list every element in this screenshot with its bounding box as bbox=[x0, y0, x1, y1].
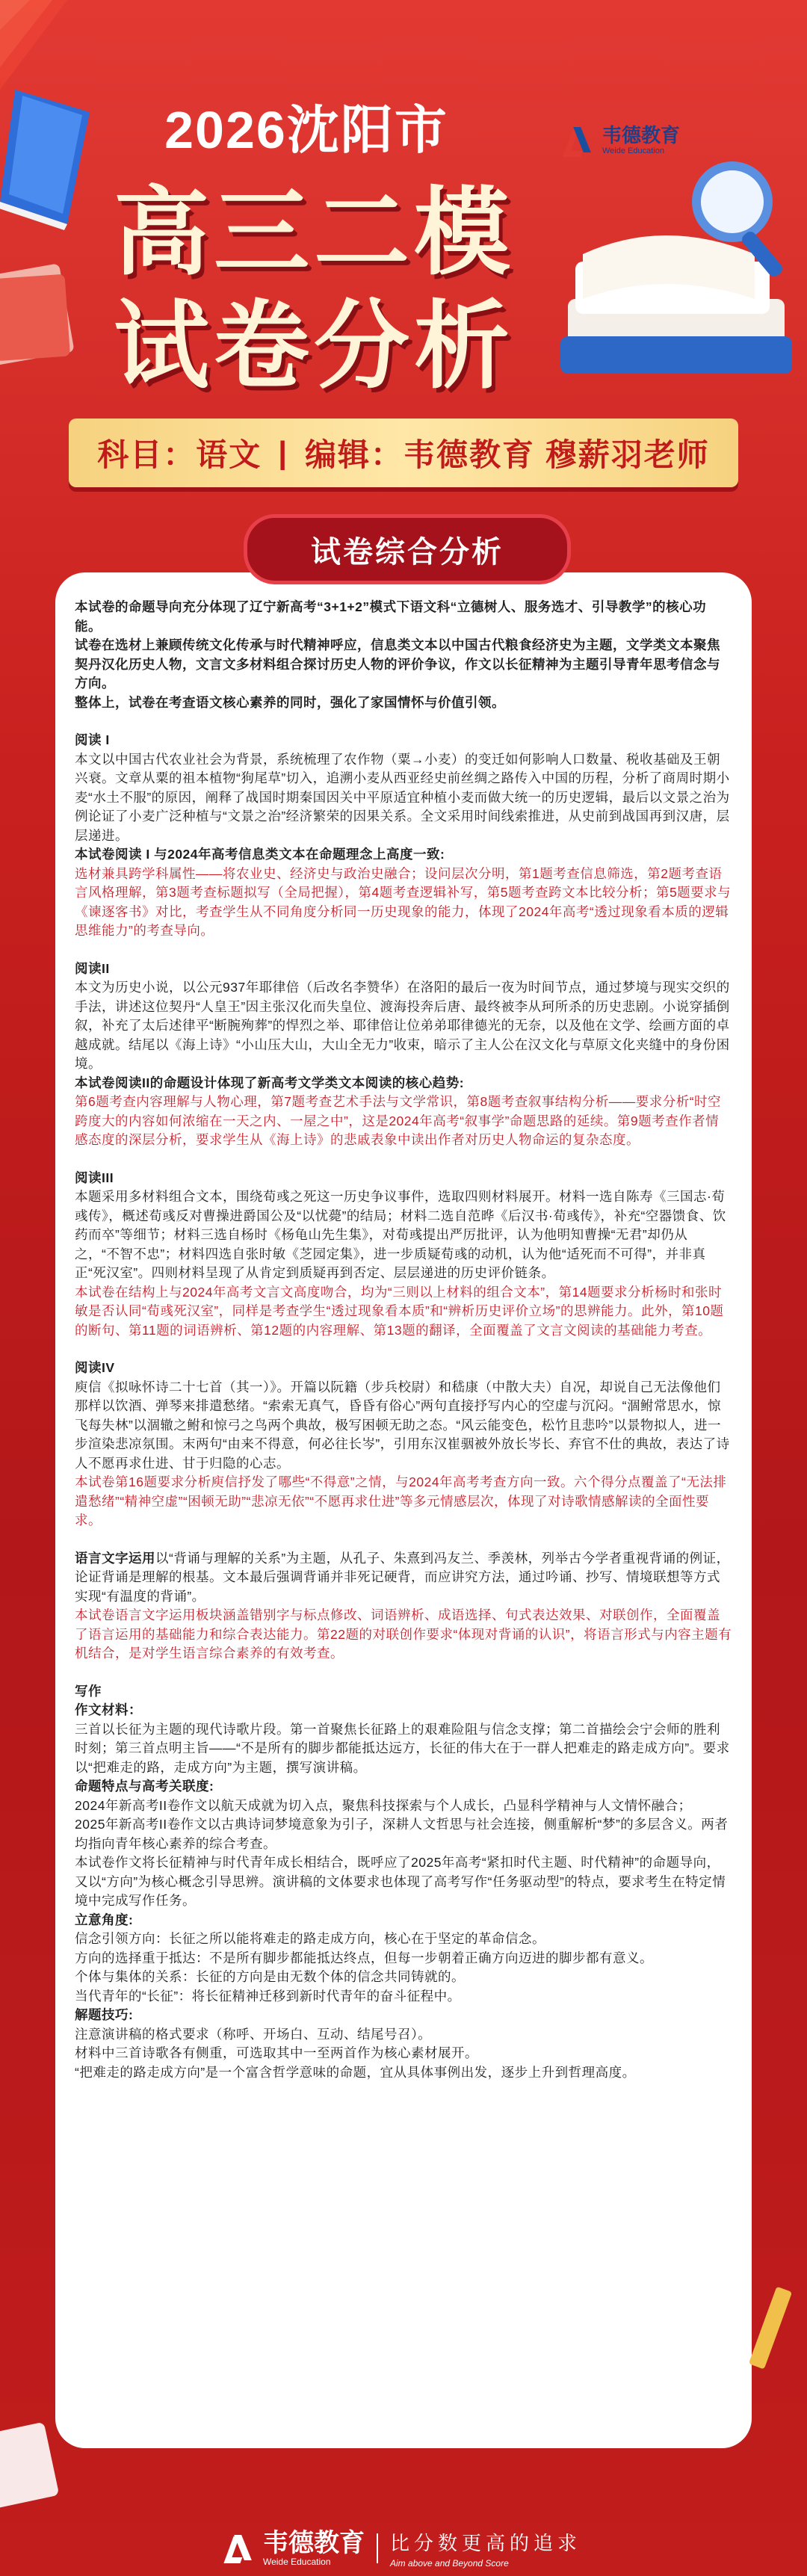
footer-brand: 韦德教育 bbox=[262, 2528, 365, 2557]
book-corner-icon bbox=[0, 2421, 60, 2511]
section-heading: 阅读III bbox=[75, 1170, 114, 1185]
title-line-2: 试卷分析 bbox=[113, 293, 514, 400]
footer-logo-icon bbox=[226, 2533, 259, 2563]
section-text: 三首以长征为主题的现代诗歌片段。第一首聚焦长征路上的艰难险阻与信念支撑；第二首描绘会宁会师的胜利时刻；第三首点明主旨——“不是所有的脚步都能抵达远方，长征的伟大在于一群人把难走的路走成方向”。要求以“把难走的路，走成方向”为主题，撰写演讲稿。 bbox=[75, 1721, 730, 1775]
list-item: 个体与集体的关系：长征的方向是由无数个体的信念共同铸就的。 bbox=[75, 1969, 465, 1984]
intro-paragraph: 试卷在选材上兼顾传统文化传承与时代精神呼应，信息类文本以中国古代粮食经济史为主题，文学类文本聚焦契丹汉化历史人物，文言文多材料组合探讨历史人物的评价争议，作文以长征精神为主题引导青年思考信念与方向。 bbox=[75, 637, 720, 691]
intro-paragraph: 整体上，试卷在考查语文核心素养的同时，强化了家国情怀与价值引领。 bbox=[75, 694, 505, 710]
brand-logo bbox=[565, 126, 680, 155]
section-heading: 阅读IV bbox=[75, 1360, 115, 1375]
section-subhead: 本试卷阅读 I 与2024年高考信息类文本在命题理念上高度一致: bbox=[75, 847, 445, 862]
section-text: 本题采用多材料组合文本，围绕荀彧之死这一历史争议事件，选取四则材料展开。材料一选自陈寿《三国志·荀彧传》，概述荀彧反对曹操进爵国公及“以忧薨”的结局；材料二选自范晔《后汉书·荀彧传》，补充“空器馈食、饮药而卒”等细节；材料三选自杨时《杨龟山先生集》，对荀彧提出严厉批评，认为他明知曹操“无君”却仍从之，“不智不忠”；材料四选自张时敏《芝园定集》，进一步质疑荀彧的动机，认为他“适死而不可得”，并非真正“死汉室”。四则材料呈现了从肯定到质疑再到否定、层层递进的历史评价链条。 bbox=[75, 1189, 726, 1280]
section-text bbox=[75, 1549, 732, 1607]
section-text: 本文以中国古代农业社会为背景，系统梳理了农作物（粟→小麦）的变迁如何影响人口数量、税收基础及王朝兴衰。文章从粟的祖本植物“狗尾草”切入，追溯小麦从西亚经史前丝绸之路传入中国的历程，分析了商周时期小麦“水土不服”的原因，阐释了战国时期秦国因关中平原适宜种植小麦而做大统一的历史逻辑，最后以文景之治为例论证了小麦广泛种植与“文景之治”经济繁荣的因果关系。全文采用时间线索推进，从史前到战国再到汉唐，层层递进。 bbox=[75, 751, 730, 843]
analysis-content bbox=[75, 598, 732, 2082]
section-text: 2024年新高考II卷作文以航天成就为切入点，聚焦科技探索与个人成长，凸显科学精神与人文情怀融合； bbox=[75, 1797, 692, 1813]
subsection-label: 命题特点与高考关联度: bbox=[75, 1779, 214, 1794]
footer-brand-en: Weide Education bbox=[262, 2556, 331, 2567]
section-text: 2025年新高考II卷作文以古典诗词梦境意象为引子，深耕人文哲思与社会连接，侧重解析“梦”的多层含义。两者均指向青年核心素养的综合考查。 bbox=[75, 1817, 729, 1851]
section-highlight: 本试卷在结构上与2024年高考文言文高度吻合，均为“三则以上材料的组合文本”，第14题要求分析杨时和张时敏是否认同“荀彧死汉室”，同样是考查学生“透过现象看本质”和“辨析历史评价立场”的思辨能力。此外，第10题的断句、第11题的词语辨析、第12题的内容理解、第13题的翻译，全面覆盖了文言文阅读的基础能力考查。 bbox=[75, 1284, 724, 1338]
title-line-1: 高三二模 bbox=[113, 179, 514, 286]
section-lead-text: 以“背诵与理解的关系”为主题，从孔子、朱熹到冯友兰、季羡林，列举古今学者重视背诵的例证，论证背诵是理解的根基。文本最后强调背诵并非死记硬背，而应讲究方法，通过吟诵、抄写、情境联想等方式实现“有温度的背诵”。 bbox=[75, 1550, 730, 1604]
editor-label: 编辑：韦德教育 穆薪羽老师 bbox=[305, 437, 710, 472]
section-highlight: 本试卷第16题要求分析庾信抒发了哪些“不得意”之情，与2024年高考考查方向一致。六个得分点覆盖了“无法排遣愁绪”“精神空虚”“困顿无助”“悲凉无依”“不愿再求仕进”等多元情感层次，体现了对诗歌情感解读的全面性要求。 bbox=[75, 1474, 727, 1528]
footer-slogan-en: Aim above and Beyond Score bbox=[389, 2557, 509, 2569]
brand-name-en: Weide Education bbox=[602, 146, 664, 155]
section-highlight: 第6题考查内容理解与人物心理，第7题考查艺术手法与文学常识，第8题考查叙事结构分析——要求分析“时空跨度大的内容如何浓缩在一天之内、一屋之中”，这是2024年高考“叙事学”命题思路的延续。第9题考查作者情感态度的深层分析，要求学生从《海上诗》的悲戚表象中读出作者对历史人物命运的复杂态度。 bbox=[75, 1094, 722, 1147]
book-icon bbox=[0, 82, 105, 232]
separator: | bbox=[278, 435, 289, 470]
brand-name: 韦德教育 bbox=[602, 124, 681, 146]
section-text: 本文为历史小说，以公元937年耶律倍（后改名李赞华）在洛阳的最后一夜为时间节点，通过梦境与现实交织的手法，讲述这位契丹“人皇王”因主张汉化而失皇位、渡海投奔后唐、最终被李从珂所杀的历史悲剧。小说穿插倒叙，补充了太后述律平“断腕殉葬”的悍烈之举、耶律倍让位弟弟耶律德光的无奈，以及他在文学、绘画方面的卓越成就。结尾以《海上诗》“小山压大山，大山全无力”收束，暗示了主人公在汉文化与草原文化夹缝中的身份困境。 bbox=[75, 980, 730, 1071]
section-heading: 写作 bbox=[75, 1683, 102, 1699]
logo-mark-icon bbox=[565, 127, 598, 154]
subsection-label: 作文材料： bbox=[75, 1702, 142, 1717]
list-item: 信念引领方向：长征之所以能将难走的路走成方向，核心在于坚定的革命信念。 bbox=[75, 1931, 545, 1946]
list-item: 材料中三首诗歌各有侧重，可选取其中一至两首作为核心素材展开。 bbox=[75, 2045, 478, 2060]
title-year: 2026沈阳市 bbox=[164, 101, 448, 159]
section-lead: 语言文字运用 bbox=[75, 1550, 155, 1566]
section-highlight: 选材兼具跨学科属性——将农业史、经济史与政治史融合；设问层次分明，第1题考查信息筛选，第2题考查语言风格理解，第3题考查标题拟写（全局把握），第4题考查逻辑补写，第5题考查跨文本比较分析；第5题要求与《谏逐客书》对比，考查学生从不同角度分析同一历史现象的能力，体现了2024年高考“透过现象看本质的逻辑思维能力”的考查导向。 bbox=[75, 865, 732, 938]
section-subhead: 本试卷阅读II的命题设计体现了新高考文学类文本阅读的核心趋势: bbox=[75, 1075, 465, 1090]
section-heading: 阅读II bbox=[75, 960, 110, 976]
intro-paragraph: 本试卷的命题导向充分体现了辽宁新高考“3+1+2”模式下语文科“立德树人、服务选才、引导教学”的核心功能。 bbox=[75, 599, 707, 634]
section-heading: 阅读 I bbox=[75, 732, 110, 747]
document-stack-icon bbox=[0, 254, 82, 374]
books-magnifier-icon bbox=[538, 146, 807, 396]
subsection-label: 解题技巧: bbox=[75, 2007, 134, 2022]
list-item: 方向的选择重于抵达：不是所有脚步都能抵达终点，但每一步朝着正确方向迈进的脚步都有意义。 bbox=[75, 1950, 653, 1965]
section-title: 试卷综合分析 bbox=[244, 514, 571, 584]
list-item: 当代青年的“长征”：将长征精神迁移到新时代青年的奋斗征程中。 bbox=[75, 1988, 461, 2004]
subject-label: 科目：语文 bbox=[97, 437, 262, 472]
footer-divider bbox=[377, 2533, 378, 2563]
section-text: 本试卷作文将长征精神与时代青年成长相结合，既呼应了2025年高考“紧扣时代主题、时代精神”的命题导向，又以“方向”为核心概念引导思辨。演讲稿的文体要求也体现了高考写作“任务驱动型”的特点，要求考生在特定情境中完成写作任务。 bbox=[75, 1855, 726, 1908]
subsection-label: 立意角度: bbox=[75, 1912, 134, 1927]
footer bbox=[0, 2520, 807, 2576]
footer-slogan: 比分数更高的追求 bbox=[389, 2532, 581, 2555]
pencil-icon bbox=[740, 2287, 807, 2376]
section-text: 庾信《拟咏怀诗二十七首（其一）》。开篇以阮籍（步兵校尉）和嵇康（中散大夫）自况，却说自己无法像他们那样以饮酒、弹琴来排遣愁绪。“索索无真气，昏昏有俗心”两句直接抒写内心的空虚与沉闷。“涸鲋常思水，惊飞每失林”以涸辙之鲋和惊弓之鸟两个典故，极写困顿无助之态。“风云能变色，松竹且悲吟”以景物拟人，进一步渲染悲凉氛围。末两句“由来不得意，何必往长岑”，引用东汉崔骃被外放长岑长、弃官不仕的典故，表达了诗人不愿再求仕进、甘于归隐的心志。 bbox=[75, 1379, 730, 1471]
subject-editor-bar bbox=[69, 418, 738, 487]
section-highlight: 本试卷语言文字运用板块涵盖错别字与标点修改、词语辨析、成语选择、句式表达效果、对联创作，全面覆盖了语言运用的基础能力和综合表达能力。第22题的对联创作要求“体现对背诵的认识”，将语言形式与内容主题有机结合，是对学生语言综合素养的有效考查。 bbox=[75, 1607, 732, 1661]
list-item: 注意演讲稿的格式要求（称呼、开场白、互动、结尾号召）。 bbox=[75, 2026, 432, 2042]
list-item: “把难走的路走成方向”是一个富含哲学意味的命题，宜从具体事例出发，逐步上升到哲理高度。 bbox=[75, 2064, 636, 2080]
